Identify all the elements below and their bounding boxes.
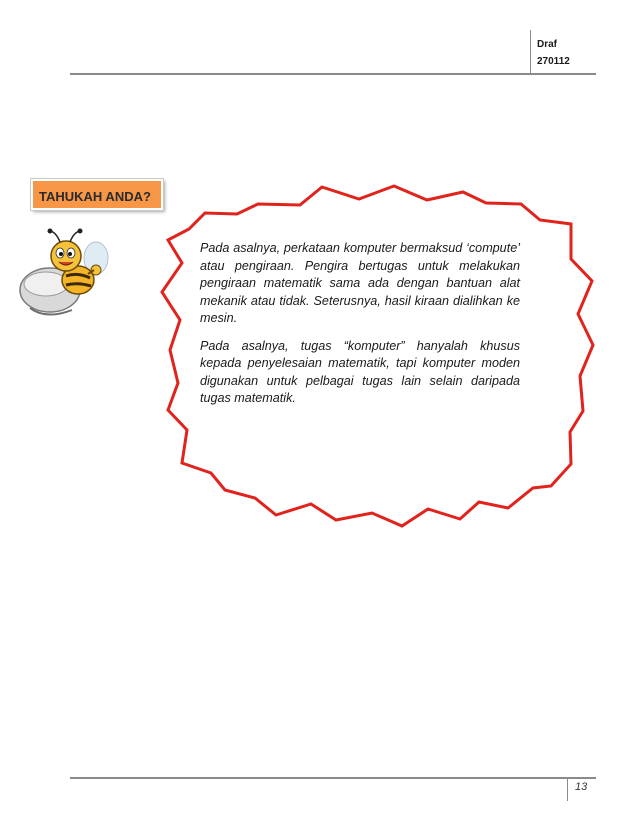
footer-divider xyxy=(567,777,568,801)
callout-paragraph-1: Pada asalnya, perkataan komputer bermaksud ‘compute’ atau pengiraan. Pengira bertugas untuk melakukan pengiraan matematik sama ada dengan bantuan alat mekanik atau tidak. Seterusnya, hasil kiraan dialihkan ke mesin. xyxy=(200,241,520,325)
callout-paragraph-2: Pada asalnya, tugas “komputer” hanyalah khusus kepada penyelesaian matematik, tapi komputer moden digunakan untuk pelbagai tugas lain selain daripada tugas matematik. xyxy=(200,338,520,405)
callout-badge: TAHUKAH ANDA? xyxy=(31,179,163,210)
callout-body xyxy=(200,240,520,418)
draft-date: 270112 xyxy=(537,56,570,67)
footer-rule xyxy=(70,777,596,779)
page-number: 13 xyxy=(575,781,588,793)
draft-title: Draf xyxy=(537,39,558,50)
